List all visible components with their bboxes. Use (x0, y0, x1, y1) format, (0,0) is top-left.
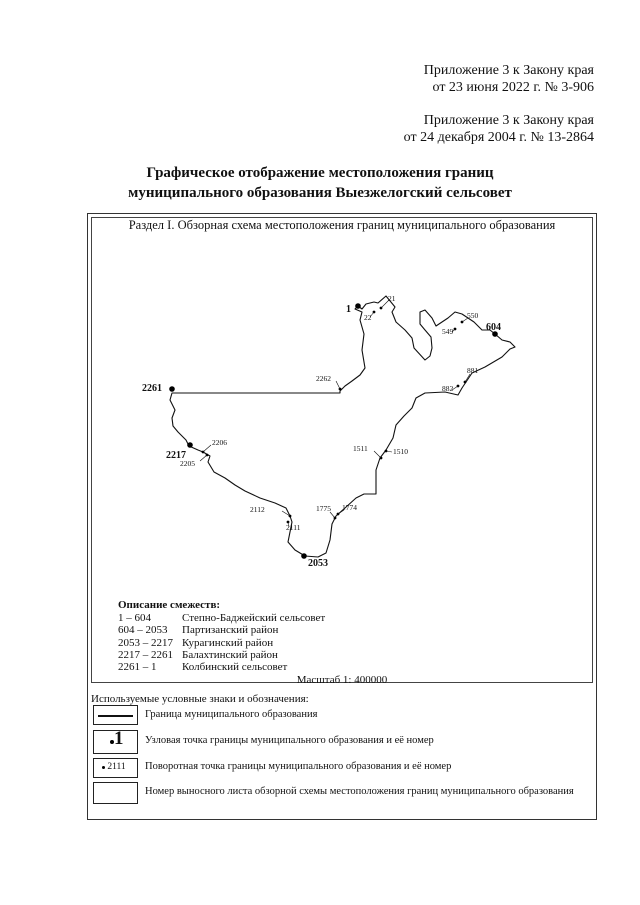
adjacency-name: Балахтинский район (182, 648, 278, 661)
legend-symbol-turn (93, 758, 138, 778)
turn-label-550: 550 (467, 311, 479, 320)
adjacency-name: Партизанский район (182, 624, 279, 637)
legend-text-turn: Поворотная точка границы муниципального образования и её номер (145, 761, 452, 772)
appendix-header-2-line-2: от 24 декабря 2004 г. № 13-2864 (403, 130, 594, 145)
adjacency-segment: 604 – 2053 (118, 624, 168, 637)
adjacency-segment: 2053 – 2217 (118, 636, 173, 649)
node-point-2217 (187, 442, 193, 448)
turn-label-2262: 2262 (316, 374, 331, 383)
turn-label-2111: 2111 (286, 523, 301, 532)
turn-label-881: 881 (467, 366, 479, 375)
turn-label-882: 882 (442, 384, 454, 393)
turn-point-symbol (102, 762, 126, 772)
section-title: Раздел I. Обзорная схема местоположения границ муниципального образования (128, 218, 556, 232)
boundary-line-symbol (98, 715, 133, 717)
turn-label-1774: 1774 (342, 503, 357, 512)
turn-label-1775: 1775 (316, 504, 331, 513)
appendix-header-2-line-1: Приложение 3 к Закону края (423, 113, 594, 128)
appendix-header-1-line-1: Приложение 3 к Закону края (423, 63, 594, 78)
turn-label-2206: 2206 (212, 438, 227, 447)
adjacency-row (118, 612, 325, 624)
adjacency-row (118, 649, 325, 661)
node-sample-number: 1 (114, 728, 124, 749)
node-label-604: 604 (486, 322, 501, 333)
adjacency-title: Описание смежеств: (118, 599, 221, 611)
node-label-2217: 2217 (166, 450, 186, 461)
adjacency-segment: 1 – 604 (118, 612, 151, 624)
legend-symbol-node (93, 730, 138, 754)
node-label-1: 1 (346, 304, 351, 315)
adjacency-name: Степно-Баджейский сельсовет (182, 612, 326, 624)
turn-label-549: 549 (442, 327, 454, 336)
map-scale: Масштаб 1: 400000 (296, 674, 388, 686)
turn-labels (180, 294, 479, 532)
legend-heading: Используемые условные знаки и обозначения: (91, 693, 309, 705)
node-point-1 (355, 303, 361, 309)
turn-points (202, 307, 467, 524)
node-label-2053: 2053 (308, 558, 328, 569)
adjacency-segment: 2261 – 1 (118, 661, 157, 674)
appendix-header-1-line-2: от 23 июня 2022 г. № 3-906 (432, 80, 594, 95)
node-point-2261 (169, 386, 175, 392)
adjacency-row (118, 661, 325, 673)
turn-label-2205: 2205 (180, 459, 195, 468)
turn-label-21: 21 (388, 294, 396, 303)
turn-label-1511: 1511 (353, 444, 368, 453)
turn-label-22: 22 (364, 313, 372, 322)
node-point-2053 (301, 553, 307, 559)
point-leader-lines (200, 300, 470, 527)
document-title-line-1: Графическое отображение местоположения границ (146, 165, 494, 181)
node-labels (142, 304, 501, 569)
adjacency-segment: 2217 – 2261 (118, 648, 173, 661)
adjacency-row (118, 637, 325, 649)
legend-text-node: Узловая точка границы муниципального образования и её номер (145, 735, 434, 746)
turn-label-1510: 1510 (393, 447, 408, 456)
turn-dot-icon (102, 766, 105, 769)
adjacency-name: Курагинский район (182, 636, 274, 649)
adjacency-list (118, 612, 325, 673)
document-title-line-2: муниципального образования Выезжелогский сельсовет (128, 185, 512, 201)
adjacency-row (118, 624, 325, 636)
node-point-symbol (110, 728, 124, 750)
legend-symbol-boundary (93, 705, 138, 725)
legend-symbol-sheet (93, 782, 138, 804)
node-label-2261: 2261 (142, 383, 162, 394)
legend-text-sheet: Номер выносного листа обзорной схемы местоположения границ муниципального образования (145, 786, 574, 797)
turn-label-2112: 2112 (250, 505, 265, 514)
legend-text-boundary: Граница муниципального образования (145, 709, 318, 720)
municipal-boundary (170, 296, 515, 557)
turn-sample-number: 2111 (107, 762, 126, 772)
adjacency-name: Колбинский сельсовет (182, 661, 288, 674)
